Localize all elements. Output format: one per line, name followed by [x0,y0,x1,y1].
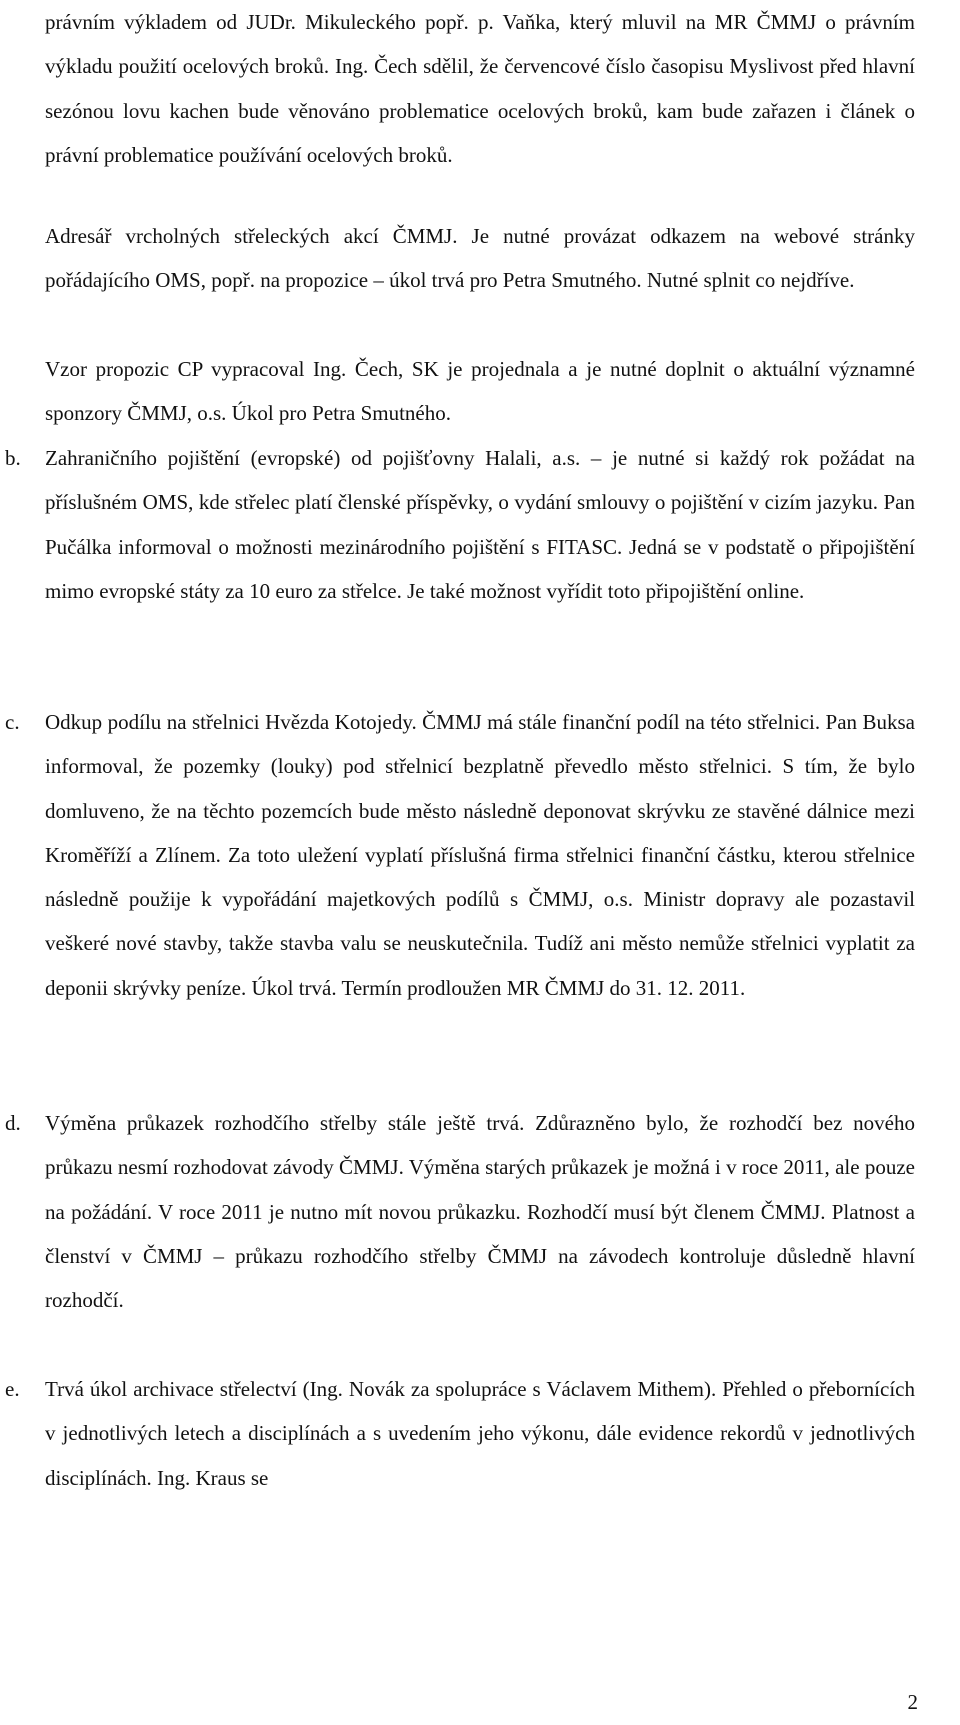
list-item-shooting-range-share [5,700,915,1010]
list-item-referee-cards [5,1101,915,1322]
list-item-text: Odkup podílu na střelnici Hvězda Kotojedy. ČMMJ má stále finanční podíl na této střelnici. Pan Buksa informoval, že pozemky (louky) pod střelnicí bezplatně převedlo město střelnici. S tím, že bylo domluveno, že na těchto pozemcích bude město následně deponovat skrývku ze stavěné dálnice mezi Kroměříží a Zlínem. Za toto uležení vyplatí příslušná firma střelnici finanční částku, kterou střelnice následně použije k vypořádání majetkových podílů s ČMMJ, o.s. Ministr dopravy ale pozastavil veškeré nové stavby, takže stavba valu se neuskutečnila. Tudíž ani město nemůže střelnici vyplatit za deponii skrývky peníze. Úkol trvá. Termín prodloužen MR ČMMJ do 31. 12. 2011. [45,710,915,1000]
list-marker: b. [5,446,21,470]
list-marker: e. [5,1377,20,1401]
page-number: 2 [907,1690,918,1714]
list-item-archiving [5,1367,915,1500]
list-marker: d. [5,1111,21,1135]
list-item-text: Trvá úkol archivace střelectví (Ing. Novák za spolupráce s Václavem Mithem). Přehled o přebornících v jednotlivých letech a disciplínách a s uvedením jeho výkonu, dále evidence rekordů v jednotlivých disciplínách. Ing. Kraus se [45,1377,915,1490]
list-item-text: Výměna průkazek rozhodčího střelby stále ještě trvá. Zdůrazněno bylo, že rozhodčí bez nového průkazu nesmí rozhodovat závody ČMMJ. Výměna starých průkazek je možná i v roce 2011, ale pouze na požádání. V roce 2011 je nutno mít novou průkazku. Rozhodčí musí být členem ČMMJ. Platnost a členství v ČMMJ – průkazu rozhodčího střelby ČMMJ na závodech kontroluje důsledně hlavní rozhodčí. [45,1111,915,1313]
list-item-insurance [5,436,915,613]
list-item-text: Zahraničního pojištění (evropské) od pojišťovny Halali, a.s. – je nutné si každý rok požádat na příslušném OMS, kde střelec platí členské příspěvky, o vydání smlouvy o pojištění v cizím jazyku. Pan Pučálka informoval o možnosti mezinárodního pojištění s FITASC. Jedná se v podstatě o připojištění mimo evropské státy za 10 euro za střelce. Je také možnost vyřídit toto připojištění online. [45,446,915,603]
paragraph-legal-interpretation: právním výkladem od JUDr. Mikuleckého popř. p. Vaňka, který mluvil na MR ČMMJ o právním výkladu použití ocelových broků. Ing. Čech sdělil, že červencové číslo časopisu Myslivost před hlavní sezónou lovu kachen bude věnováno problematice ocelových broků, kam bude zařazen i článek o právní problematice používání ocelových broků. [45,10,915,167]
paragraph-address-book: Adresář vrcholných střeleckých akcí ČMMJ. Je nutné provázat odkazem na webové stránky pořádajícího OMS, popř. na propozice – úkol trvá pro Petra Smutného. Nutné splnit co nejdříve. [45,224,915,293]
list-marker: c. [5,710,20,734]
paragraph-propozice-template: Vzor propozic CP vypracoval Ing. Čech, SK je projednala a je nutné doplnit o aktuální významné sponzory ČMMJ, o.s. Úkol pro Petra Smutného. [45,357,915,426]
